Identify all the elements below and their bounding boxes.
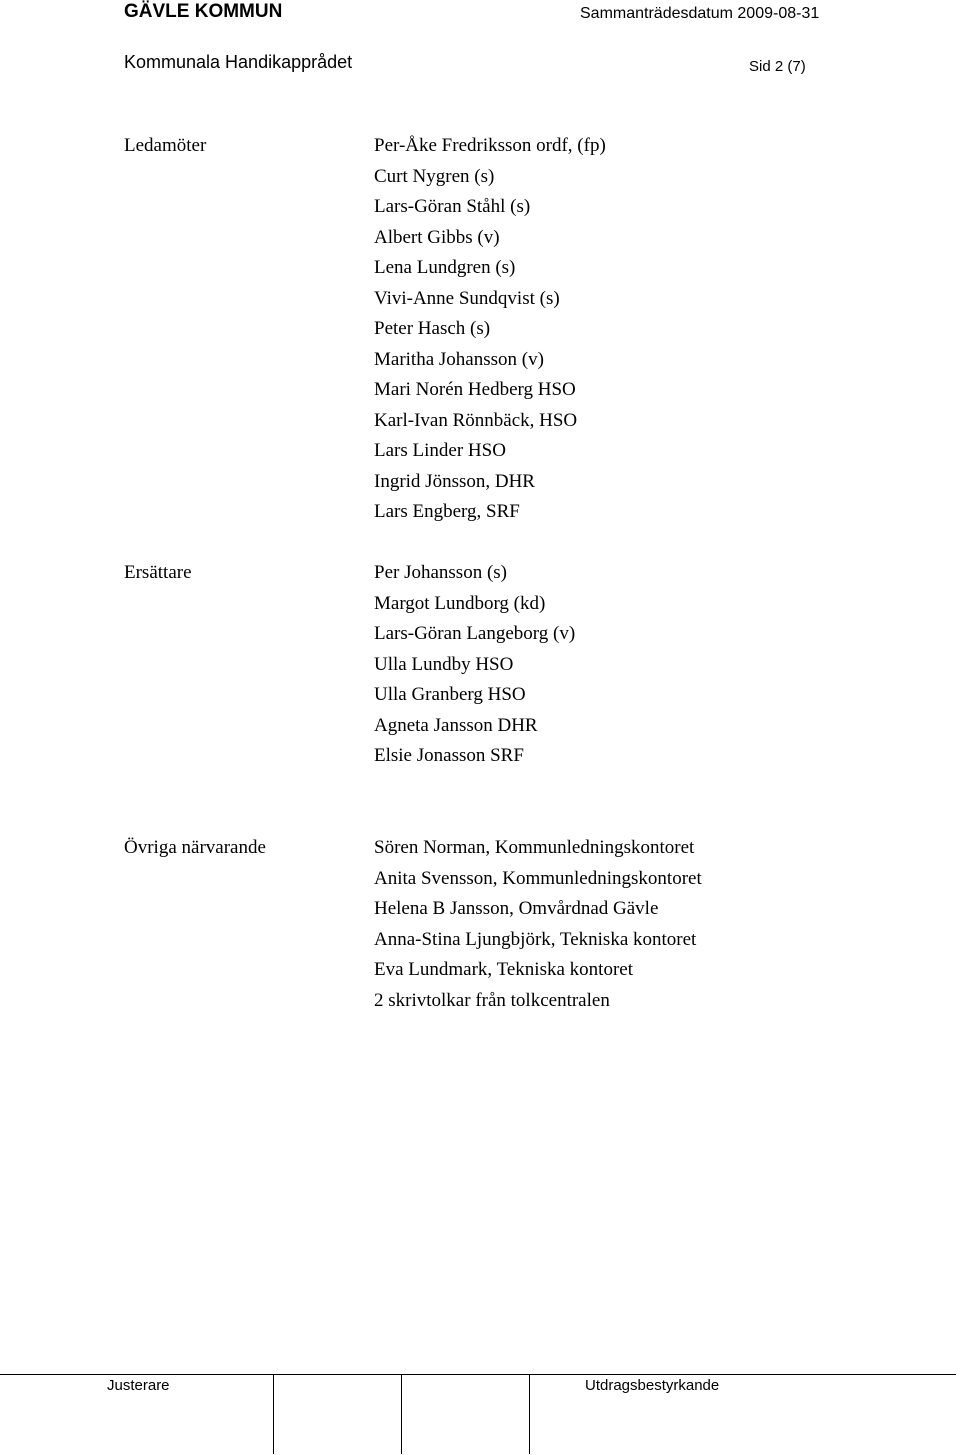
utdragsbestyrkande-label: Utdragsbestyrkande	[585, 1377, 720, 1394]
member-name: Curt Nygren (s)	[374, 165, 495, 187]
member-name: Karl-Ivan Rönnbäck, HSO	[374, 409, 578, 431]
substitute-name: Elsie Jonasson SRF	[374, 745, 524, 766]
signature-box-divider	[529, 1374, 530, 1454]
section-label-ledamoter: Ledamöter	[124, 135, 207, 156]
others-present-list	[374, 836, 702, 1019]
member-name: Lars-Göran Ståhl (s)	[374, 196, 531, 217]
meeting-date: Sammanträdesdatum 2009-08-31	[580, 5, 820, 22]
signature-box-divider	[273, 1374, 274, 1454]
member-name: Ingrid Jönsson, DHR	[374, 470, 535, 492]
attendee-name: Sören Norman, Kommunledningskontoret	[374, 837, 695, 858]
substitute-name: Margot Lundborg (kd)	[374, 592, 546, 614]
footer-divider	[0, 1374, 956, 1375]
member-name: Per-Åke Fredriksson ordf, (fp)	[374, 135, 606, 156]
signature-box-divider	[401, 1374, 402, 1454]
member-name: Lena Lundgren (s)	[374, 257, 516, 278]
organization-name: GÄVLE KOMMUN	[124, 1, 283, 22]
attendee-name: 2 skrivtolkar från tolkcentralen	[374, 989, 610, 1011]
substitute-name: Ulla Granberg HSO	[374, 684, 526, 705]
substitute-name: Ulla Lundby HSO	[374, 653, 514, 675]
substitute-name: Agneta Jansson DHR	[374, 714, 538, 736]
member-name: Lars Linder HSO	[374, 440, 506, 461]
attendee-name: Anita Svensson, Kommunledningskontoret	[374, 867, 702, 889]
attendee-name: Anna-Stina Ljungbjörk, Tekniska kontoret	[374, 928, 697, 950]
attendee-name: Helena B Jansson, Omvårdnad Gävle	[374, 898, 659, 919]
attendee-name: Eva Lundmark, Tekniska kontoret	[374, 959, 633, 980]
member-name: Peter Hasch (s)	[374, 318, 491, 339]
member-name: Albert Gibbs (v)	[374, 226, 500, 248]
member-name: Mari Norén Hedberg HSO	[374, 379, 576, 400]
section-label-ovriga-narvarande: Övriga närvarande	[124, 837, 266, 858]
substitutes-list	[374, 561, 575, 775]
members-list	[374, 134, 606, 531]
substitute-name: Lars-Göran Langeborg (v)	[374, 623, 576, 644]
member-name: Lars Engberg, SRF	[374, 501, 520, 522]
section-label-ersattare: Ersättare	[124, 562, 192, 583]
substitute-name: Per Johansson (s)	[374, 562, 507, 583]
page-number: Sid 2 (7)	[749, 58, 806, 75]
justerare-label: Justerare	[107, 1377, 170, 1394]
department-name: Kommunala Handikapprådet	[124, 52, 353, 72]
member-name: Maritha Johansson (v)	[374, 348, 544, 370]
member-name: Vivi-Anne Sundqvist (s)	[374, 287, 560, 309]
signature-footer	[0, 1374, 960, 1455]
